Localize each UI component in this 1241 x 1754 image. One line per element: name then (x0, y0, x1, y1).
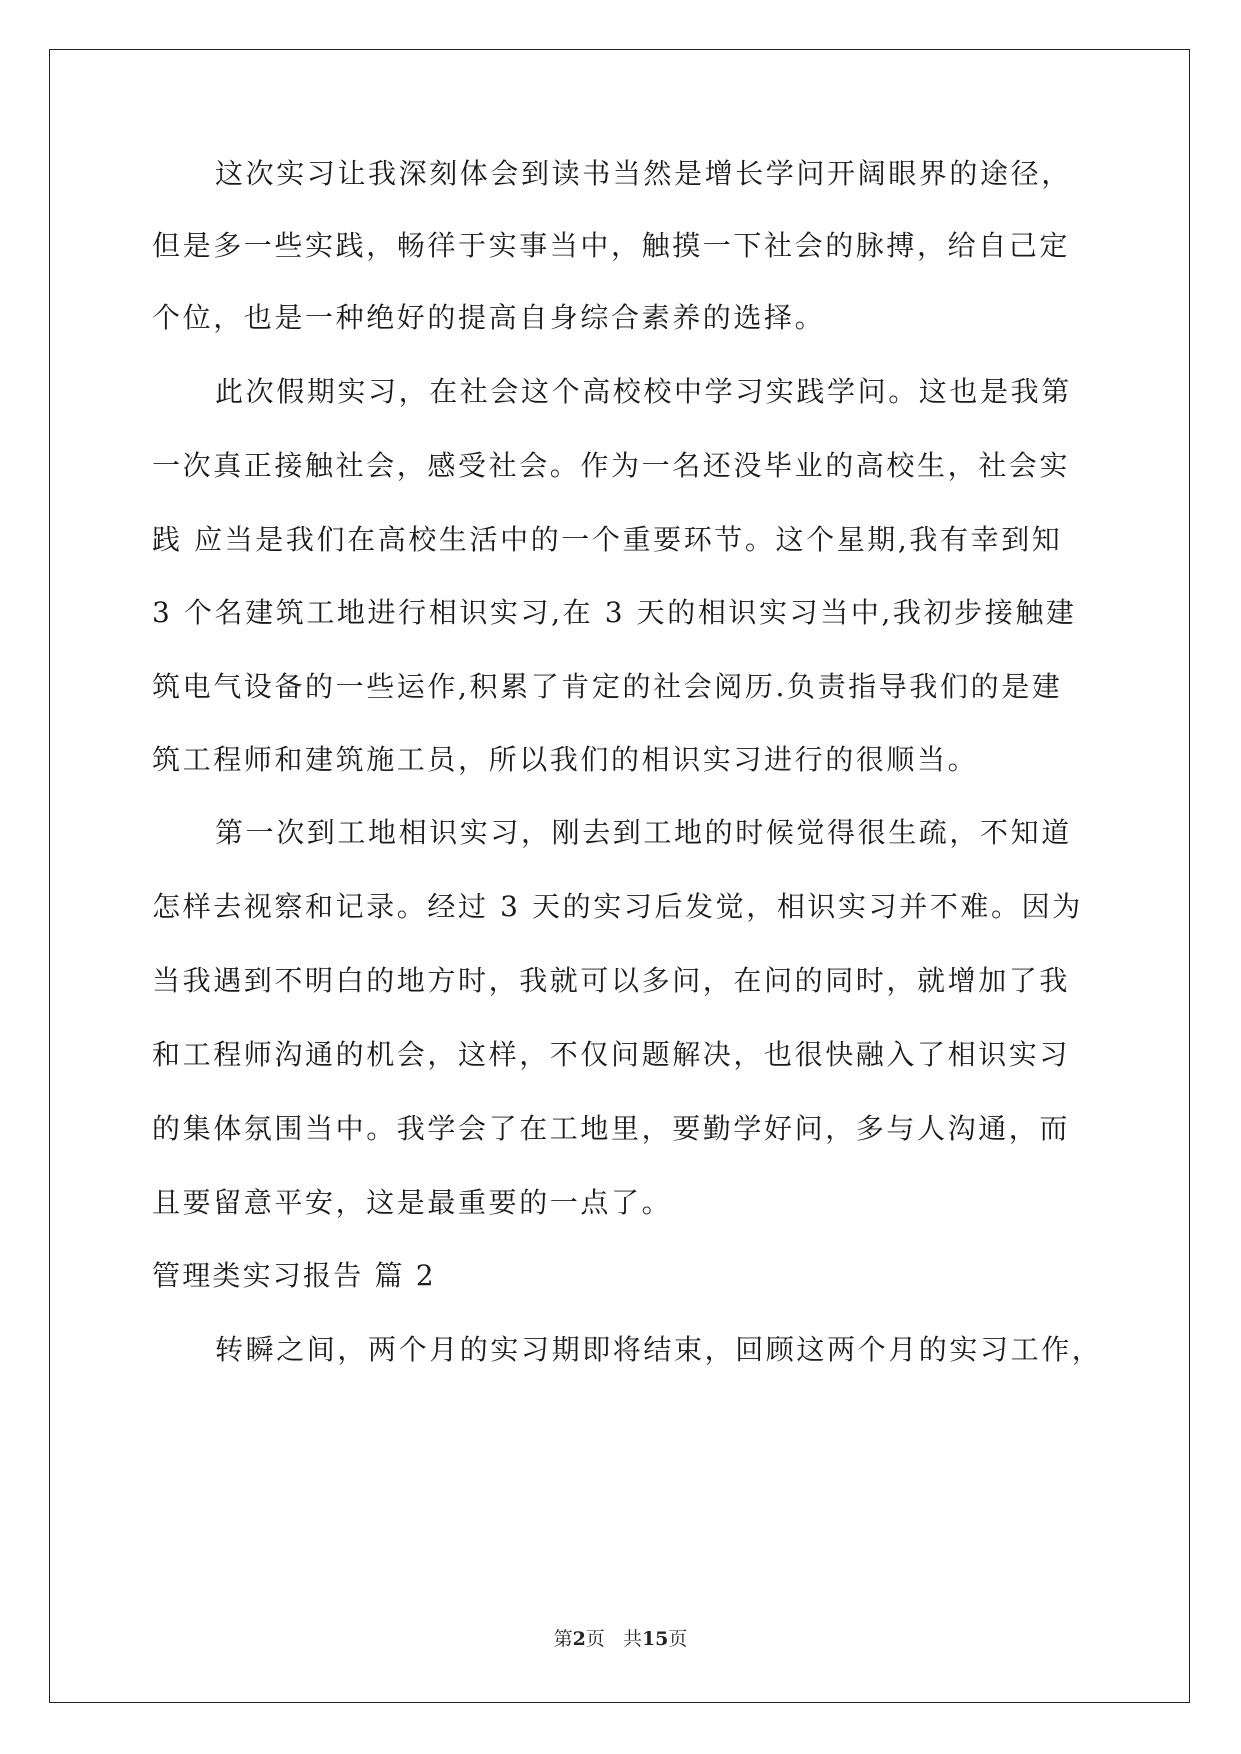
paragraph-1-line-2: 但是多一些实践，畅徉于实事当中，触摸一下社会的脉搏，给自己定 (152, 229, 1071, 262)
paragraph-4-line-1: 转瞬之间，两个月的实习期即将结束，回顾这两个月的实习工作， (215, 1333, 1103, 1366)
paragraph-2-line-3: 践 应当是我们在高校生活中的一个重要环节。这个星期,我有幸到知 (152, 523, 1063, 556)
paragraph-3-line-6: 且要留意平安，这是最重要的一点了。 (152, 1186, 673, 1219)
page-border (49, 49, 1190, 1703)
footer-total-pages: 15 (641, 1628, 669, 1650)
page-number-footer (0, 1627, 1241, 1651)
paragraph-3-line-4: 和工程师沟通的机会，这样，不仅问题解决，也很快融入了相识实习 (152, 1038, 1071, 1071)
paragraph-2-line-5: 筑电气设备的一些运作,积累了肯定的社会阅历.负责指导我们的是建 (152, 670, 1063, 703)
paragraph-2-line-4: 3 个名建筑工地进行相识实习,在 3 天的相识实习当中,我初步接触建 (152, 596, 1077, 629)
paragraph-1-line-1: 这次实习让我深刻体会到读书当然是增长学问开阔眼界的途径， (215, 157, 1072, 190)
paragraph-3-line-5: 的集体氛围当中。我学会了在工地里，要勤学好问，多与人沟通，而 (152, 1112, 1071, 1145)
paragraph-3-line-2: 怎样去视察和记录。经过 3 天的实习后发觉，相识实习并不难。因为 (152, 890, 1083, 923)
paragraph-3-line-3: 当我遇到不明白的地方时，我就可以多问，在问的同时，就增加了我 (152, 964, 1071, 997)
footer-middle: 页 共 (585, 1628, 642, 1650)
footer-prefix: 第 (553, 1628, 573, 1650)
paragraph-3-line-1: 第一次到工地相识实习，刚去到工地的时候觉得很生疏，不知道 (215, 816, 1072, 849)
paragraph-1-line-3: 个位，也是一种绝好的提高自身综合素养的选择。 (152, 301, 826, 334)
footer-current-page: 2 (572, 1628, 586, 1650)
section-heading: 管理类实习报告 篇 2 (152, 1259, 436, 1292)
paragraph-2-line-1: 此次假期实习，在社会这个高校校中学习实践学问。这也是我第 (215, 375, 1072, 408)
paragraph-2-line-6: 筑工程师和建筑施工员，所以我们的相识实习进行的很顺当。 (152, 743, 979, 776)
footer-suffix: 页 (668, 1628, 688, 1650)
paragraph-2-line-2: 一次真正接触社会，感受社会。作为一名还没毕业的高校生，社会实 (152, 449, 1071, 482)
